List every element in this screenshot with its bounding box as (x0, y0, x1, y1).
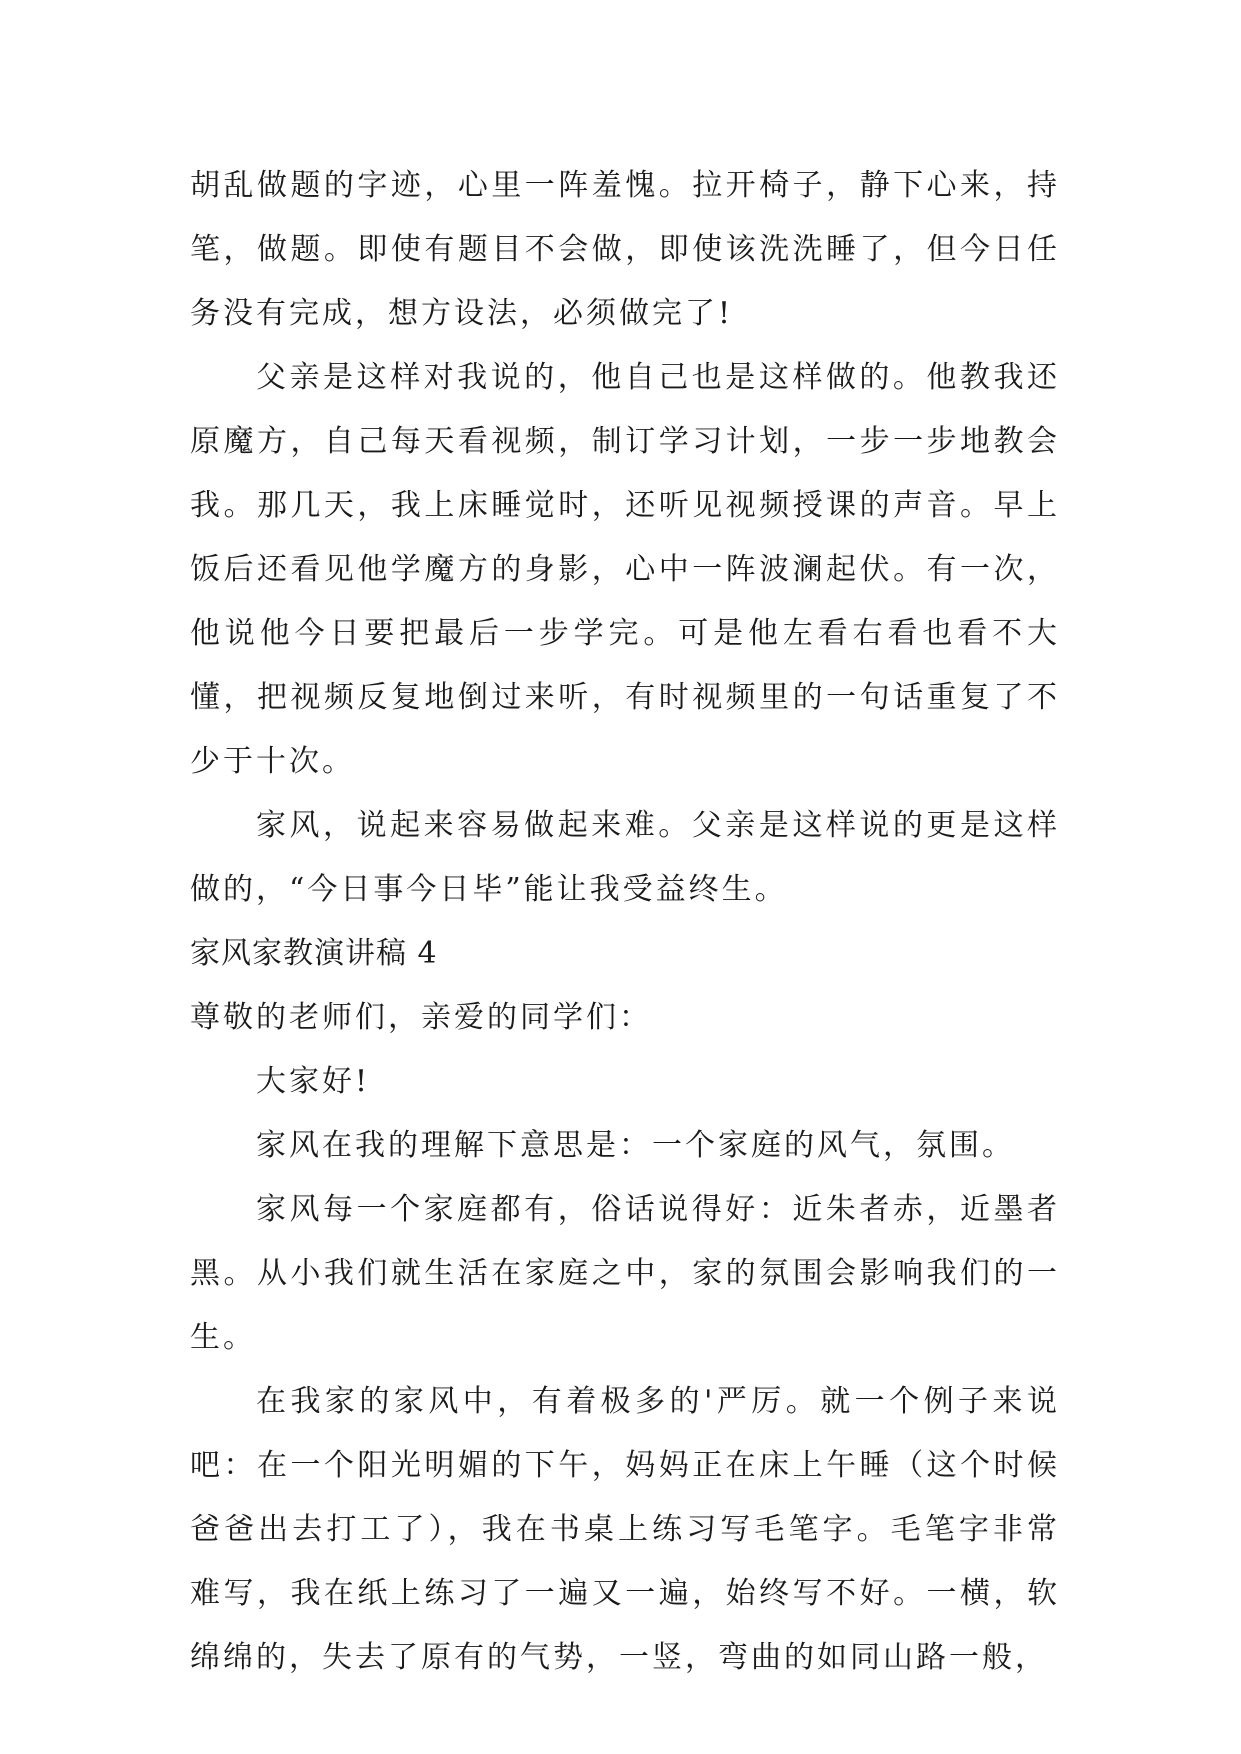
paragraph: 胡乱做题的字迹，心里一阵羞愧。拉开椅子，静下心来，持笔，做题。即使有题目不会做，即使该洗洗睡了，但今日任务没有完成，想方设法，必须做完了! (190, 168, 1060, 331)
section-heading: 家风家教演讲稿 4 (190, 936, 438, 971)
paragraph: 父亲是这样对我说的，他自己也是这样做的。他教我还原魔方，自己每天看视频，制订学习计划，一步一步地教会我。那几天，我上床睡觉时，还听见视频授课的声音。早上饭后还看见他学魔方的身影，心中一阵波澜起伏。有一次，他说他今日要把最后一步学完。可是他左看右看也看不大懂，把视频反复地倒过来听，有时视频里的一句话重复了不少于十次。 (190, 360, 1060, 779)
paragraph: 家风在我的理解下意思是：一个家庭的风气，氛围。 (256, 1128, 1015, 1163)
paragraph: 家风，说起来容易做起来难。父亲是这样说的更是这样做的，“今日事今日毕”能让我受益终生。 (190, 808, 1060, 907)
salutation: 尊敬的老师们，亲爱的同学们： (190, 1000, 652, 1035)
document-body (190, 154, 1060, 1690)
greeting: 大家好! (256, 1064, 371, 1099)
paragraph: 家风每一个家庭都有，俗话说得好：近朱者赤，近墨者黑。从小我们就生活在家庭之中，家的氛围会影响我们的一生。 (190, 1192, 1060, 1355)
paragraph: 在我家的家风中，有着极多的'严厉。就一个例子来说吧：在一个阳光明媚的下午，妈妈正在床上午睡（这个时候爸爸出去打工了），我在书桌上练习写毛笔字。毛笔字非常难写，我在纸上练习了一遍又一遍，始终写不好。一横，软绵绵的，失去了原有的气势，一竖，弯曲的如同山路一般， (190, 1384, 1060, 1675)
